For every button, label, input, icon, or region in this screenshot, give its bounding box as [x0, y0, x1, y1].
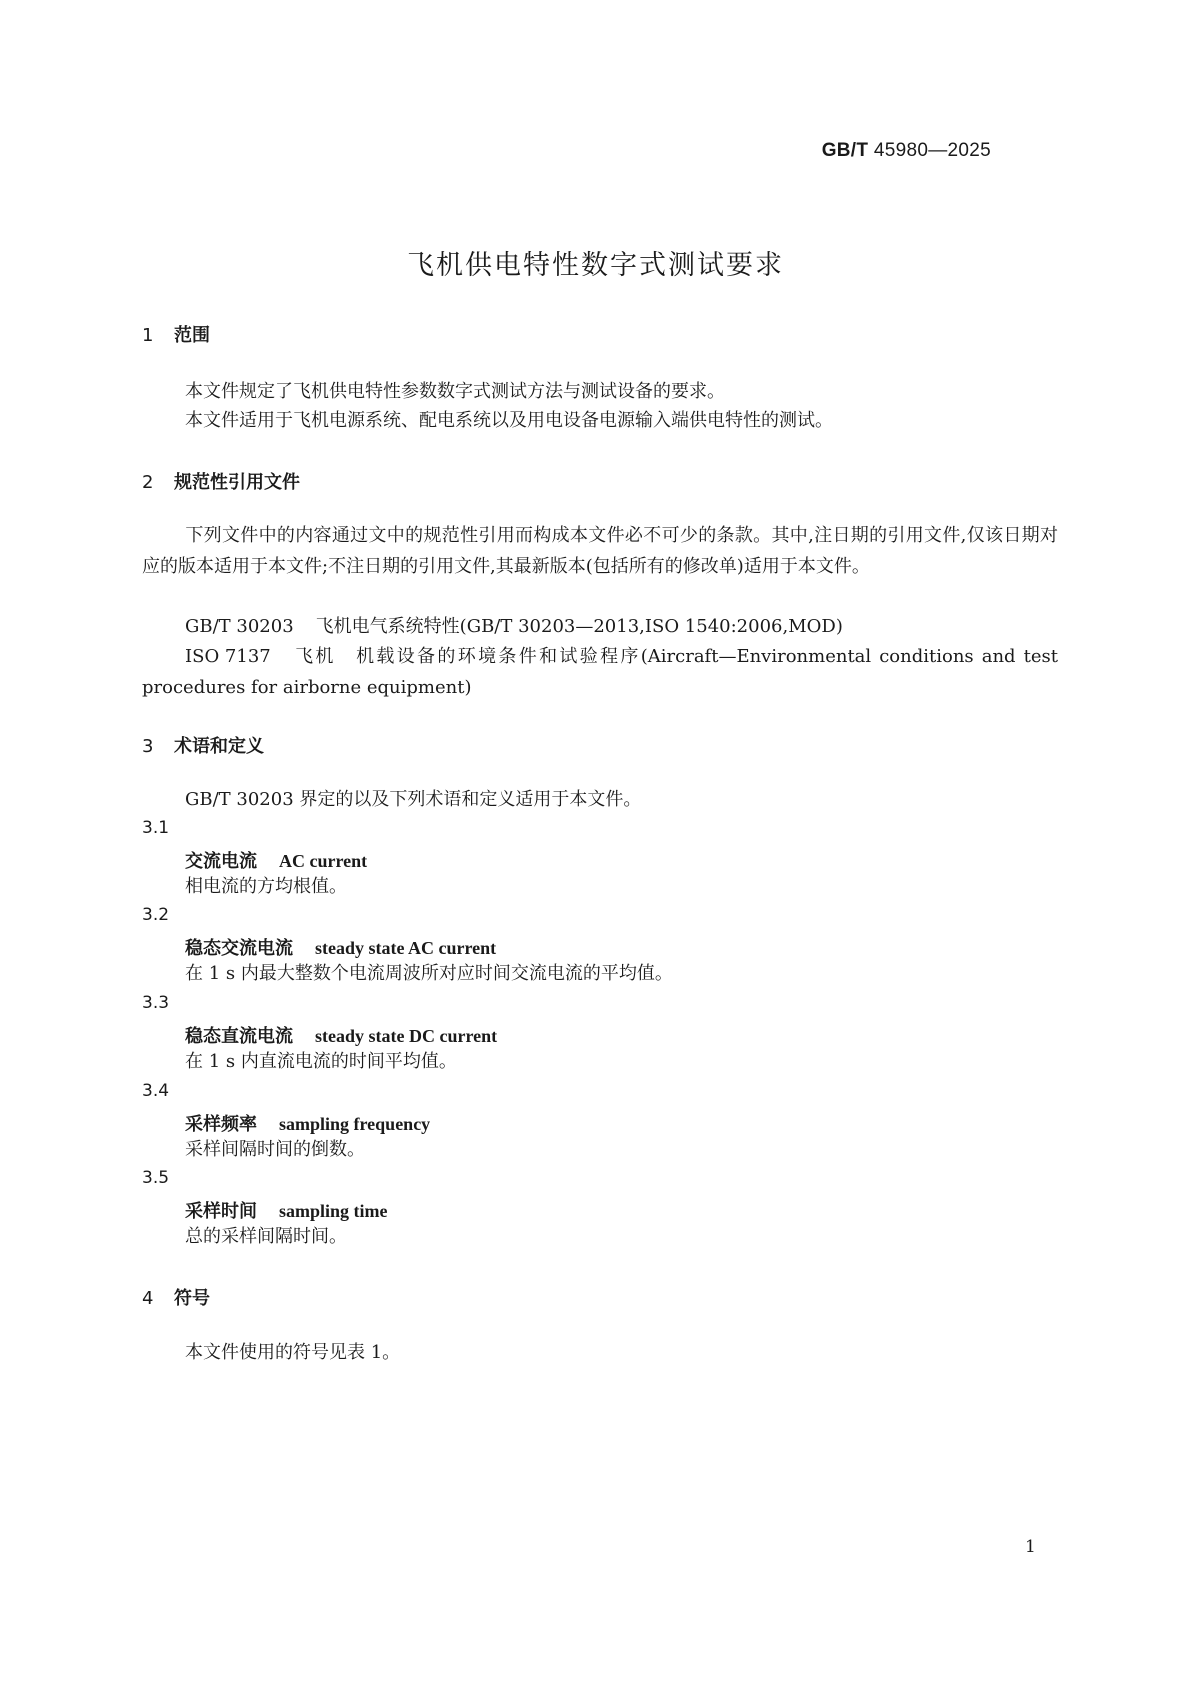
term-en: sampling time: [279, 1201, 388, 1221]
standard-code: [822, 140, 991, 162]
section-title: 范围: [174, 325, 210, 346]
page-number: 1: [1025, 1537, 1036, 1557]
term-zh: 采样频率: [185, 1114, 257, 1135]
reference-title: 飞机电气系统特性(GB/T 30203—2013,ISO 1540:2006,MOD): [315, 616, 843, 637]
section-3-heading: [142, 732, 264, 758]
section-2-intro: [142, 520, 1058, 582]
reference-code: GB/T 30203: [185, 616, 294, 637]
term-name: [185, 934, 496, 960]
term-zh: 稳态交流电流: [185, 938, 293, 959]
term-number: 3.2: [142, 905, 170, 925]
term-zh: 稳态直流电流: [185, 1026, 293, 1047]
term-name: [185, 1197, 388, 1223]
term-number: 3.3: [142, 993, 170, 1013]
term-definition: 采样间隔时间的倒数。: [185, 1139, 365, 1160]
standard-code-prefix: GB/T: [821, 140, 869, 161]
term-en: steady state DC current: [315, 1026, 498, 1046]
term-en: sampling frequency: [279, 1114, 431, 1134]
section-title: 符号: [174, 1288, 210, 1309]
reference-title: 飞机 机载设备的环境条件和试验程序(Aircraft—Environmental conditions and test procedures for airborne equipment): [142, 646, 1058, 698]
term-zh: 交流电流: [185, 851, 257, 872]
section-2-heading: [142, 468, 300, 494]
section-title: 规范性引用文件: [174, 472, 300, 493]
section-1-heading: [142, 321, 210, 347]
term-en: steady state AC current: [315, 938, 497, 958]
standard-code-number: 45980—2025: [873, 140, 991, 161]
section-3-intro: GB/T 30203 界定的以及下列术语和定义适用于本文件。: [185, 789, 642, 810]
section-1-paragraph-2: 本文件适用于飞机电源系统、配电系统以及用电设备电源输入端供电特性的测试。: [185, 410, 833, 431]
term-definition: 总的采样间隔时间。: [185, 1226, 347, 1247]
section-number: 4: [142, 1288, 154, 1309]
term-name: [185, 1110, 430, 1136]
term-zh: 采样时间: [185, 1201, 257, 1222]
term-name: [185, 847, 367, 873]
section-2-intro-text: 下列文件中的内容通过文中的规范性引用而构成本文件必不可少的条款。其中,注日期的引用文件,仅该日期对应的版本适用于本文件;不注日期的引用文件,其最新版本(包括所有的修改单)适用于本文件。: [142, 525, 1058, 577]
term-en: AC current: [279, 851, 368, 871]
term-number: 3.5: [142, 1168, 170, 1188]
reference-code: ISO 7137: [185, 646, 271, 667]
section-4-paragraph-1: 本文件使用的符号见表 1。: [185, 1342, 401, 1363]
term-definition: 在 1 s 内直流电流的时间平均值。: [185, 1051, 457, 1072]
section-number: 3: [142, 736, 154, 757]
term-definition: 相电流的方均根值。: [185, 876, 347, 897]
term-definition: 在 1 s 内最大整数个电流周波所对应时间交流电流的平均值。: [185, 963, 673, 984]
section-4-heading: [142, 1284, 210, 1310]
term-number: 3.4: [142, 1081, 170, 1101]
term-name: [185, 1022, 497, 1048]
section-title: 术语和定义: [174, 736, 264, 757]
reference-item: [142, 641, 1058, 703]
reference-item: [185, 611, 843, 643]
section-1-paragraph-1: 本文件规定了飞机供电特性参数数字式测试方法与测试设备的要求。: [185, 381, 725, 402]
term-number: 3.1: [142, 818, 170, 838]
section-number: 2: [142, 472, 154, 493]
document-title: 飞机供电特性数字式测试要求: [407, 250, 784, 281]
section-number: 1: [142, 325, 154, 346]
